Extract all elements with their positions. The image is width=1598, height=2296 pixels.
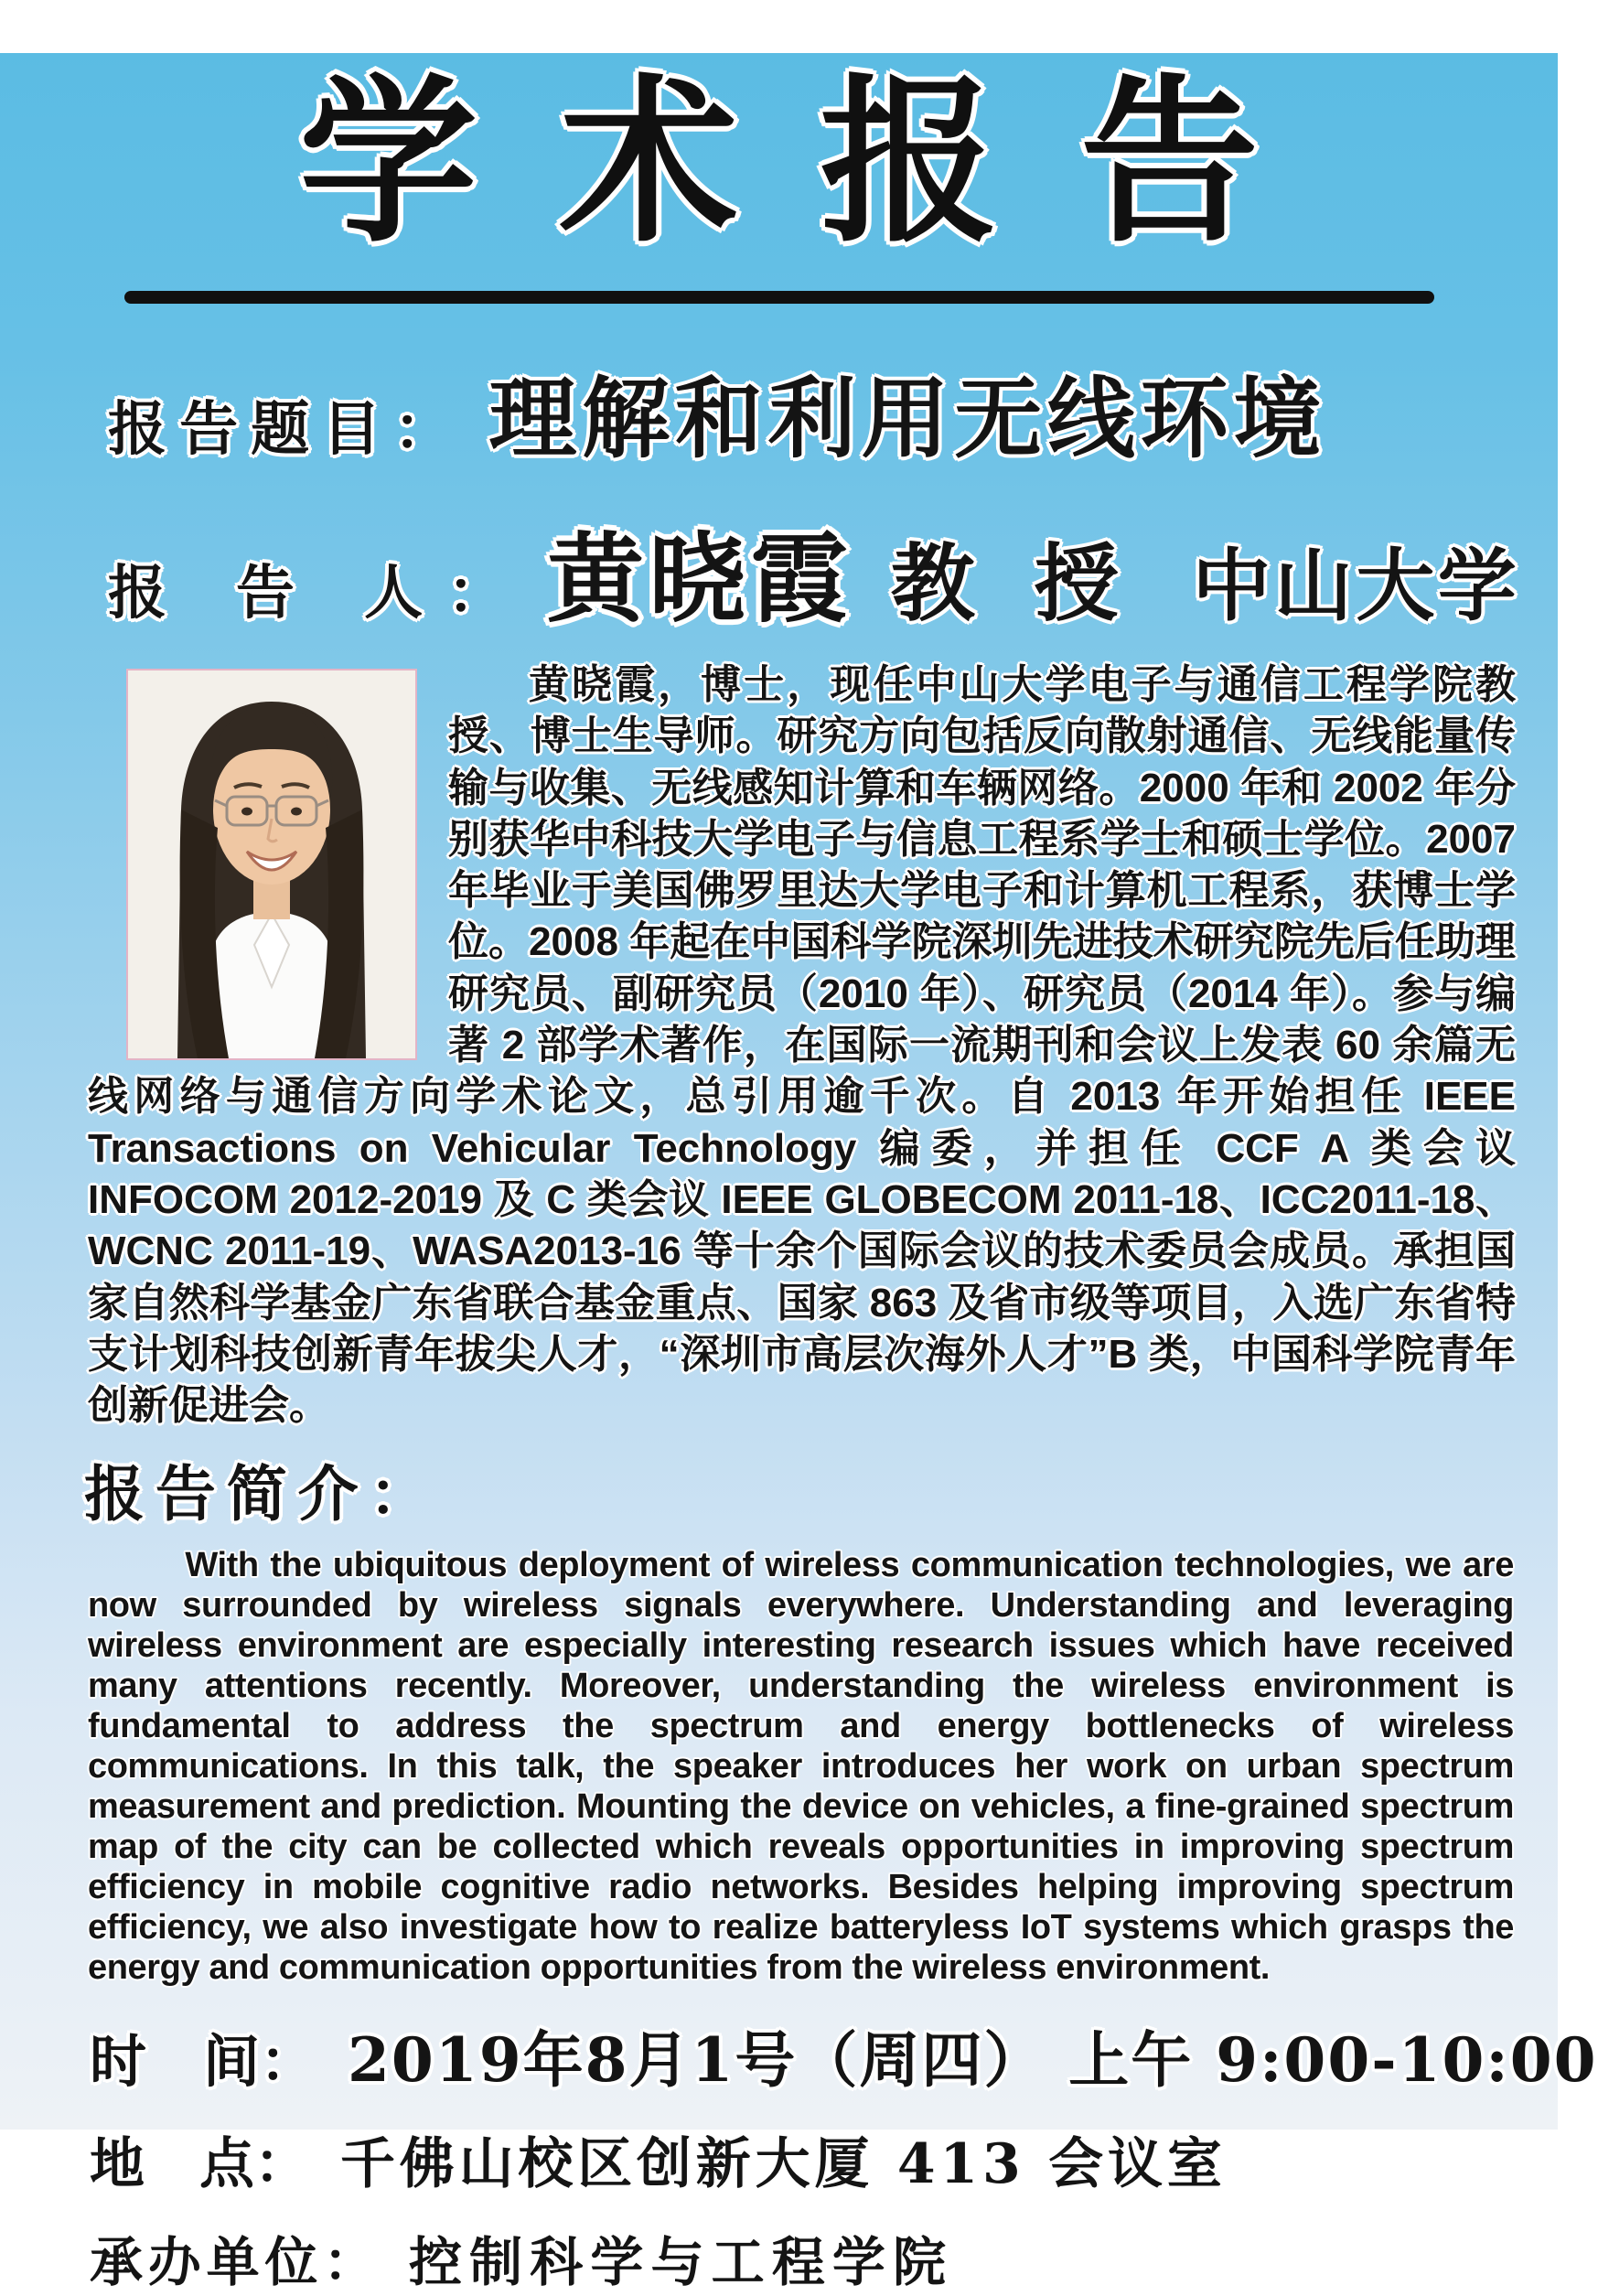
lecture-poster <box>0 53 1598 2294</box>
speaker-portrait-illustration <box>128 671 415 1058</box>
time-value: 2019年8月1号（周四） 上午 9:00-10:00 <box>348 2024 1598 2097</box>
abstract-text: With the ubiquitous deployment of wireless communication technologies, we are now surrounded by wireless signals everywhere. Understanding and leveraging wireless environment are especially interesting research issues which have received many attentions recently. Moreover, understanding the wireless environment is fundamental to address the spectrum and energy bottlenecks of wireless communications. In this talk, the speaker introduces her work on urban spectrum measurement and prediction. Mounting the device on vehicles, a fine-grained spectrum map of the city can be collected which reveals opportunities in improving spectrum efficiency in mobile cognitive radio networks. Besides helping improving spectrum efficiency, we also investigate how to realize batteryless IoT systems which grasps the energy and communication opportunities from the wireless environment. <box>88 1545 1514 1988</box>
speaker-affiliation: 中山大学 <box>1192 542 1520 630</box>
poster-title: 学术报告 <box>298 57 1341 266</box>
speaker-name: 黄晓霞 <box>546 520 853 636</box>
location-label: 地 点： <box>90 2132 309 2197</box>
topic-label: 报告题目： <box>108 394 466 464</box>
right-eye <box>291 807 302 815</box>
speaker-photo <box>126 669 417 1060</box>
title-underline-rule <box>124 291 1434 304</box>
event-details <box>90 2012 1598 2296</box>
speaker-label: 报 告 人： <box>108 558 531 628</box>
topic-title: 理解和利用无线环境 <box>488 366 1327 470</box>
time-label: 时 间： <box>90 2028 317 2096</box>
speaker-rank: 教 授 <box>890 533 1134 633</box>
abstract-heading: 报告简介： <box>84 1457 441 1529</box>
topic-row <box>108 349 1521 475</box>
organizer-value: 控制科学与工程学院 <box>409 2231 954 2294</box>
organizer-row <box>90 2219 1558 2296</box>
speaker-bio-section <box>88 660 1516 1432</box>
speaker-row <box>108 502 1521 641</box>
organizer-label: 承办单位： <box>90 2231 382 2294</box>
speaker-bio-text: 黄晓霞，博士，现任中山大学电子与通信工程学院教授、博士生导师。研究方向包括反向散射通信、无线能量传输与收集、无线感知计算和车辆网络。2000 年和 2002 年分别获华中科技大学电子与信息工程系学士和硕士学位。2007 年毕业于美国佛罗里达大学电子和计算机工程系，获博士学位。2008 年起在中国科学院深圳先进技术研究院先后任助理研究员、副研究员（2010 年）、研究员（2014 年）。参与编著 2 部学术著作，在国际一流期刊和会议上发表 60 余篇无线网络与通信方向学术论文，总引用逾千次。自 2013 年开始担任 IEEE Transactions on Vehicular Technology 编委，并担任 CCF A 类会议 INFOCOM 2012-2019 及 C 类会议 IEEE GLOBECOM 2011-18、ICC2011-18、WCNC 2011-19、WASA2013-16 等十余个国际会议的技术委员会成员。承担国家自然科学基金广东省联合基金重点、国家 863 及省市级等项目，入选广东省特支计划科技创新青年拔尖人才，“深圳市高层次海外人才”B 类，中国科学院青年创新促进会。 <box>88 661 1516 1429</box>
left-eye <box>241 807 252 815</box>
location-row <box>90 2120 1558 2199</box>
location-value: 千佛山校区创新大厦 413 会议室 <box>340 2132 1227 2197</box>
time-row <box>90 2012 1598 2098</box>
